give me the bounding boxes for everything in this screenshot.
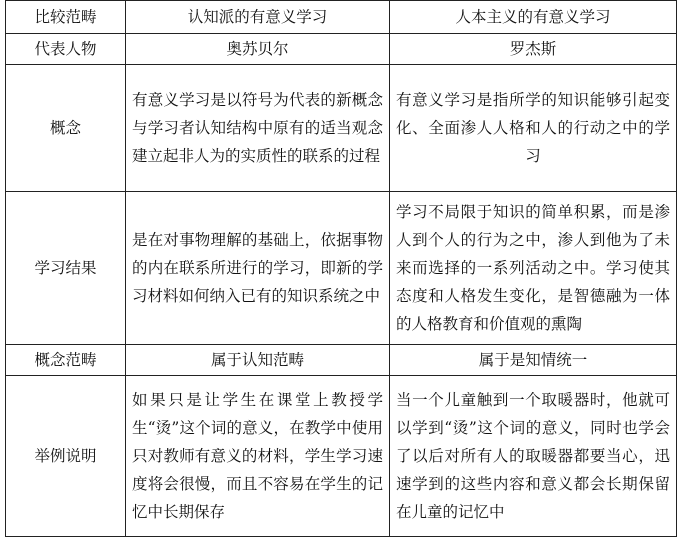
comparison-table [5,0,677,537]
table-row-representative [6,34,677,65]
row-label-example: 举例说明 [6,376,126,537]
table-header-row [6,1,677,34]
table-row-concept [6,65,677,192]
table-row-scope [6,345,677,376]
cell-cognitive-concept: 有意义学习是以符号为代表的新概念与学习者认知结构中原有的适当观念建立起非人为的实质性的联系的过程 [126,65,390,192]
row-label-result: 学习结果 [6,192,126,345]
header-category: 比较范畴 [6,1,126,34]
cell-cognitive-example: 如果只是让学生在课堂上教授学生“烫”这个词的意义，在教学中使用只对教师有意义的材料，学生学习速度将会很慢，而且不容易在学生的记忆中长期保存 [126,376,390,537]
row-label-scope: 概念范畴 [6,345,126,376]
cell-humanistic-scope: 属于是知情统一 [390,345,677,376]
row-label-representative: 代表人物 [6,34,126,65]
cell-cognitive-representative: 奥苏贝尔 [126,34,390,65]
header-cognitive: 认知派的有意义学习 [126,1,390,34]
cell-humanistic-example: 当一个儿童触到一个取暖器时，他就可以学到“烫”这个词的意义，同时也学会了以后对所有人的取暖器都要当心，迅速学到的这些内容和意义都会长期保留在儿童的记忆中 [390,376,677,537]
row-label-concept: 概念 [6,65,126,192]
cell-cognitive-result: 是在对事物理解的基础上，依据事物的内在联系所进行的学习，即新的学习材料如何纳入已有的知识系统之中 [126,192,390,345]
table-row-result [6,192,677,345]
header-humanistic: 人本主义的有意义学习 [390,1,677,34]
cell-humanistic-concept: 有意义学习是指所学的知识能够引起变化、全面渗人人格和人的行动之中的学习 [390,65,677,192]
table-row-example [6,376,677,537]
cell-cognitive-scope: 属于认知范畴 [126,345,390,376]
cell-humanistic-result: 学习不局限于知识的简单积累，而是渗人到个人的行为之中，渗人到他为了未来而选择的一系列活动之中。学习使其态度和人格发生变化，是智德融为一体的人格教育和价值观的熏陶 [390,192,677,345]
cell-humanistic-representative: 罗杰斯 [390,34,677,65]
